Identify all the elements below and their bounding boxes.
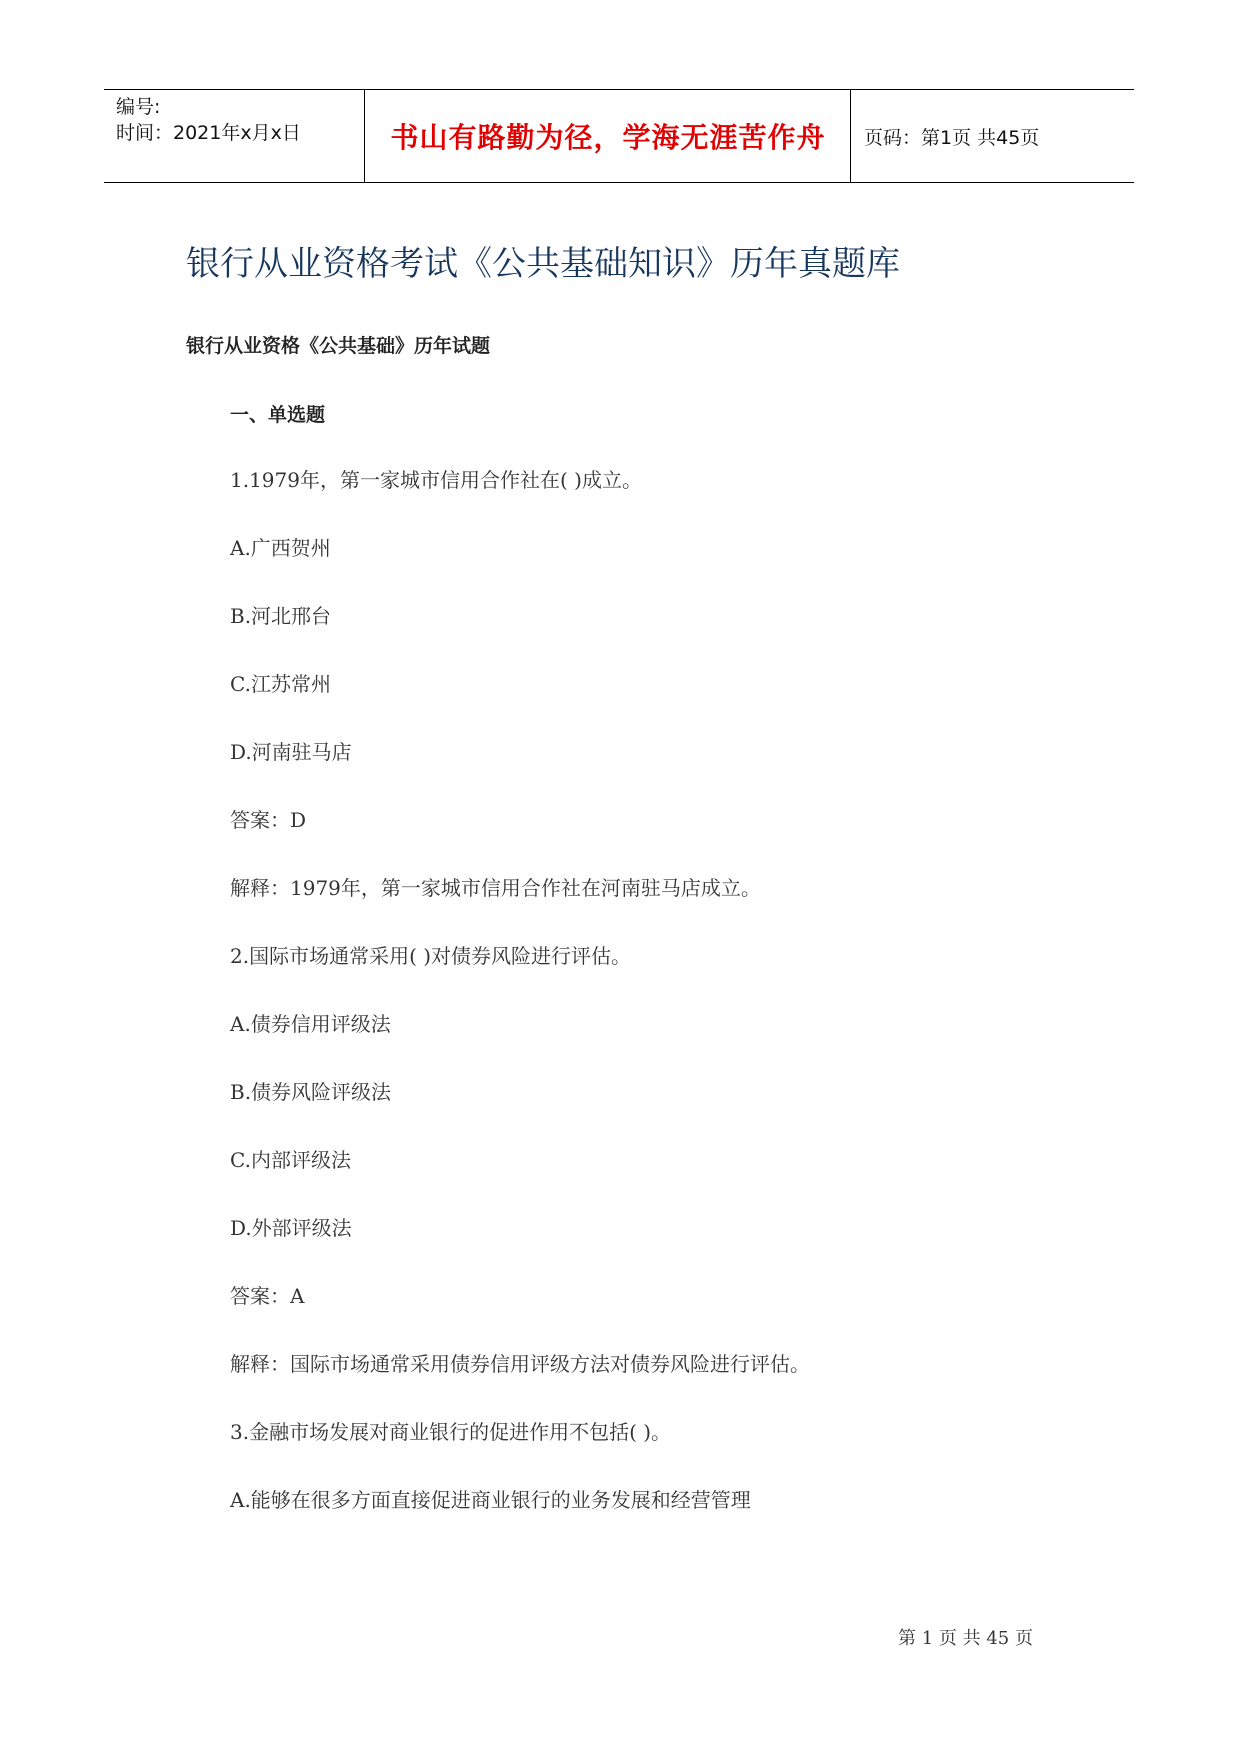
option-line: C.江苏常州 [230, 672, 331, 696]
option-line: A.广西贺州 [230, 536, 331, 560]
option-line: D.外部评级法 [230, 1216, 352, 1240]
question-content [230, 466, 1130, 1554]
option-line: D.河南驻马店 [230, 740, 352, 764]
header-table [104, 89, 1134, 183]
option-line: C.内部评级法 [230, 1148, 351, 1172]
section-heading: 一、单选题 [230, 404, 326, 426]
document-subtitle: 银行从业资格《公共基础》历年试题 [186, 335, 491, 357]
explanation-line: 解释：1979年，第一家城市信用合作社在河南驻马店成立。 [230, 876, 761, 900]
option-line: B.河北邢台 [230, 604, 332, 628]
option-line: A.能够在很多方面直接促进商业银行的业务发展和经营管理 [230, 1488, 751, 1512]
page-footer: 第 1 页 共 45 页 [898, 1628, 1033, 1649]
motto-text: 书山有路勤为径，学海无涯苦作舟 [390, 121, 826, 154]
time-label: 时间：2021年x月x日 [116, 122, 301, 144]
option-line: A.债券信用评级法 [230, 1012, 391, 1036]
explanation-line: 解释：国际市场通常采用债券信用评级方法对债券风险进行评估。 [230, 1352, 810, 1376]
question-3: 3.金融市场发展对商业银行的促进作用不包括( )。 [230, 1420, 672, 1444]
document-title: 银行从业资格考试《公共基础知识》历年真题库 [186, 244, 900, 284]
answer-line: 答案：A [230, 1284, 305, 1308]
number-label: 编号: [116, 96, 161, 118]
answer-line: 答案：D [230, 808, 307, 832]
page-code: 页码：第1页 共45页 [864, 126, 1040, 149]
question-1: 1.1979年，第一家城市信用合作社在( )成立。 [230, 468, 642, 492]
header-page-cell [852, 90, 1134, 182]
option-line: B.债券风险评级法 [230, 1080, 392, 1104]
question-2: 2.国际市场通常采用( )对债券风险进行评估。 [230, 944, 632, 968]
header-meta-cell [104, 90, 365, 182]
header-motto-cell [366, 90, 851, 182]
